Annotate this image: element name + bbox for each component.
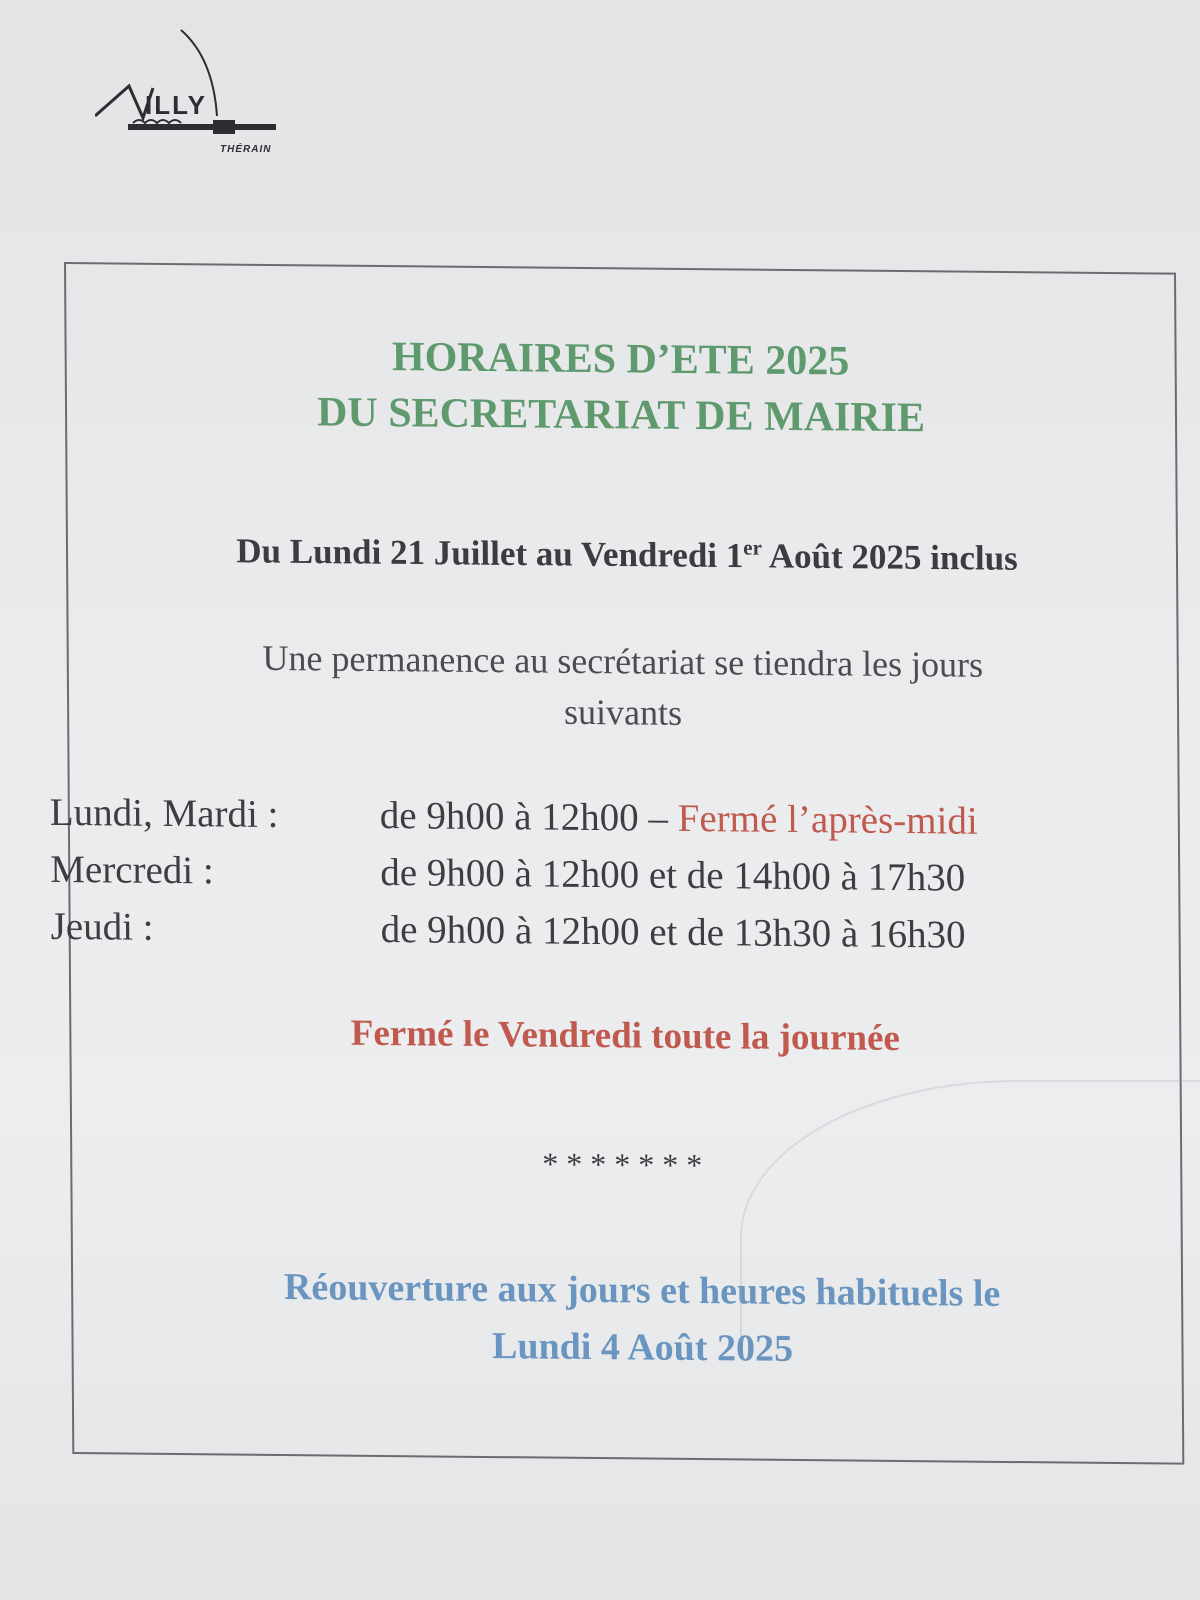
schedule-row [50,784,1130,851]
logo-name: ILLY [145,90,207,120]
logo-subtitle: THÉRAIN [220,144,272,155]
asterisk-separator: ******* [542,1145,711,1184]
friday-closed-notice: Fermé le Vendredi toute la journée [350,1012,901,1059]
closure-period [78,529,1176,580]
reopen-line-1: Réouverture aux jours et heures habituels le [283,1266,1001,1315]
schedule-hours [380,901,965,964]
schedule-hours-text: de 9h00 à 12h00 et de 13h30 à 16h30 [380,907,966,957]
intro-line-1: Une permanence au secrétariat se tiendra les jours [262,637,984,685]
reopen-line-2: Lundi 4 Août 2025 [491,1325,794,1370]
schedule-row [50,898,1130,965]
schedule-day: Mercredi : [50,847,214,893]
intro-line-2: suivants [563,691,683,733]
period-text-end: Août 2025 inclus [761,536,1018,578]
schedule-hours-text: de 9h00 à 12h00 et de 14h00 à 17h30 [380,850,966,900]
schedule-day: Lundi, Mardi : [49,790,279,837]
period-text-start: Du Lundi 21 Juillet au Vendredi 1 [236,531,744,576]
period-ordinal: er [743,535,763,560]
schedule-day: Jeudi : [50,904,154,949]
schedule-hours [380,787,978,850]
notice-title [66,326,1175,449]
schedule-hours-text: de 9h00 à 12h00 – [379,793,678,840]
title-line-1: HORAIRES D’ETE 2025 [391,334,850,385]
intro-text [129,632,1118,743]
milly-logo [95,28,285,163]
schedule-hours [380,844,965,907]
title-line-2: DU SECRETARIAT DE MAIRIE [316,389,926,442]
schedule-list [50,784,1131,965]
schedule-closed-note: Fermé l’après-midi [677,796,978,843]
schedule-row [50,841,1130,908]
